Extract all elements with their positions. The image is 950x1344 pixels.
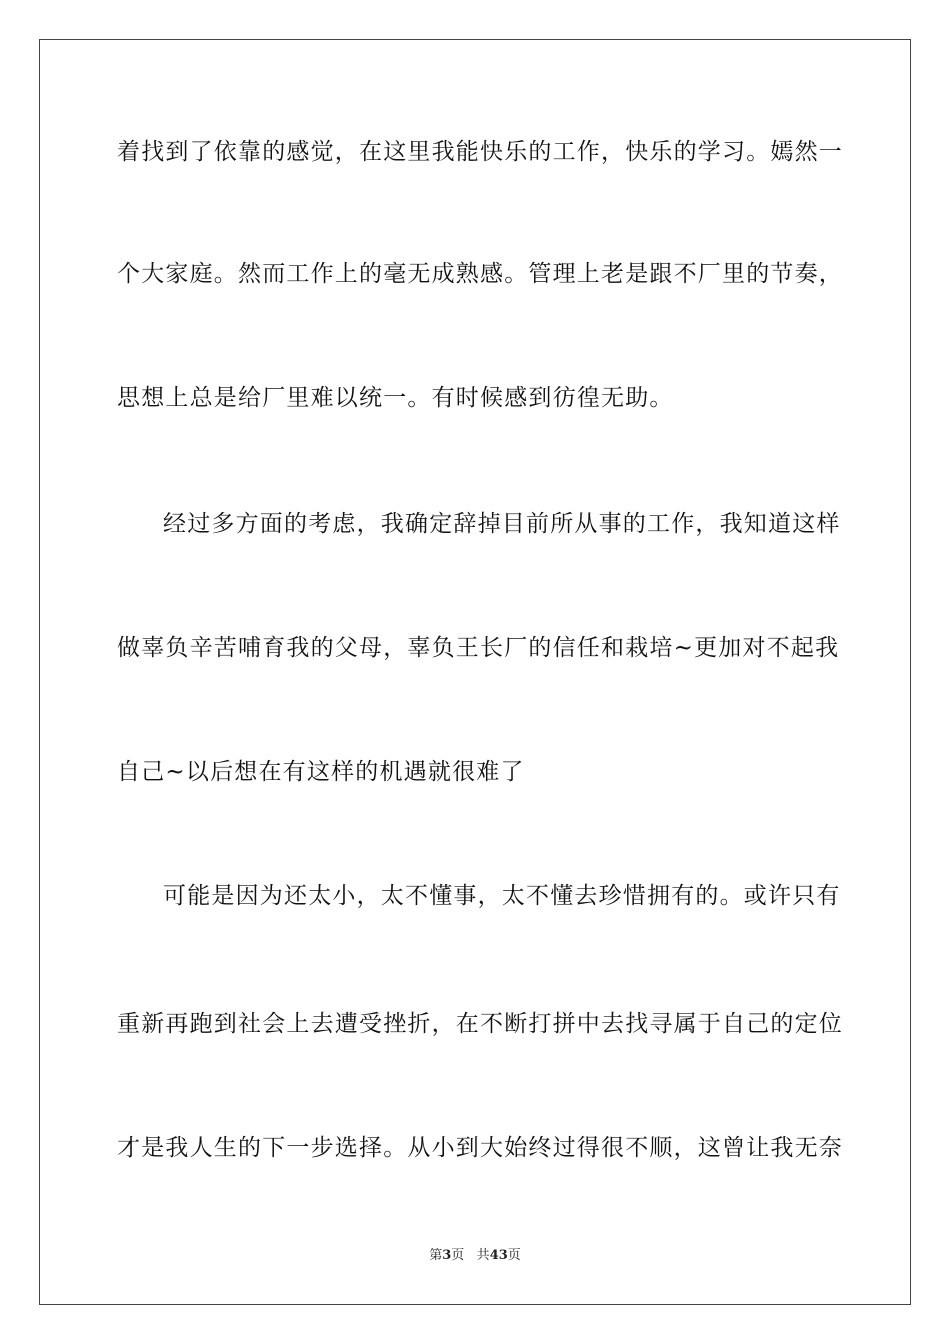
text-line-1: 着找到了依靠的感觉，在这里我能快乐的工作，快乐的学习。嫣然一 (117, 139, 843, 165)
footer-page-current: 3 (442, 1248, 452, 1263)
text-line-2: 个大家庭。然而工作上的毫无成熟感。管理上老是跟不厂里的节奏， (117, 261, 843, 287)
footer-total-prefix: 共 (476, 1248, 490, 1263)
text-line-8: 重新再跑到社会上去遭受挫折，在不断打拼中去找寻属于自己的定位 (117, 1011, 843, 1037)
text-line-9: 才是我人生的下一步选择。从小到大始终过得很不顺，这曾让我无奈 (117, 1135, 843, 1161)
footer-total-suffix: 页 (507, 1248, 521, 1263)
page-frame (39, 39, 911, 1305)
text-line-6: 自己~以后想在有这样的机遇就很难了 (117, 759, 525, 785)
footer-page-total: 43 (489, 1248, 508, 1263)
text-line-3: 思想上总是给厂里难以统一。有时候感到彷徨无助。 (117, 385, 674, 411)
footer-page-prefix: 第 (429, 1248, 443, 1263)
paragraph-start-line-7: 可能是因为还太小，太不懂事，太不懂去珍惜拥有的。或许只有 (163, 883, 841, 909)
footer-page-suffix: 页 (451, 1248, 465, 1263)
page-footer (0, 1247, 950, 1265)
paragraph-start-line-4: 经过多方面的考虑，我确定辞掉目前所从事的工作，我知道这样 (163, 511, 841, 537)
text-line-5: 做辜负辛苦哺育我的父母，辜负王长厂的信任和栽培~更加对不起我 (117, 635, 840, 661)
